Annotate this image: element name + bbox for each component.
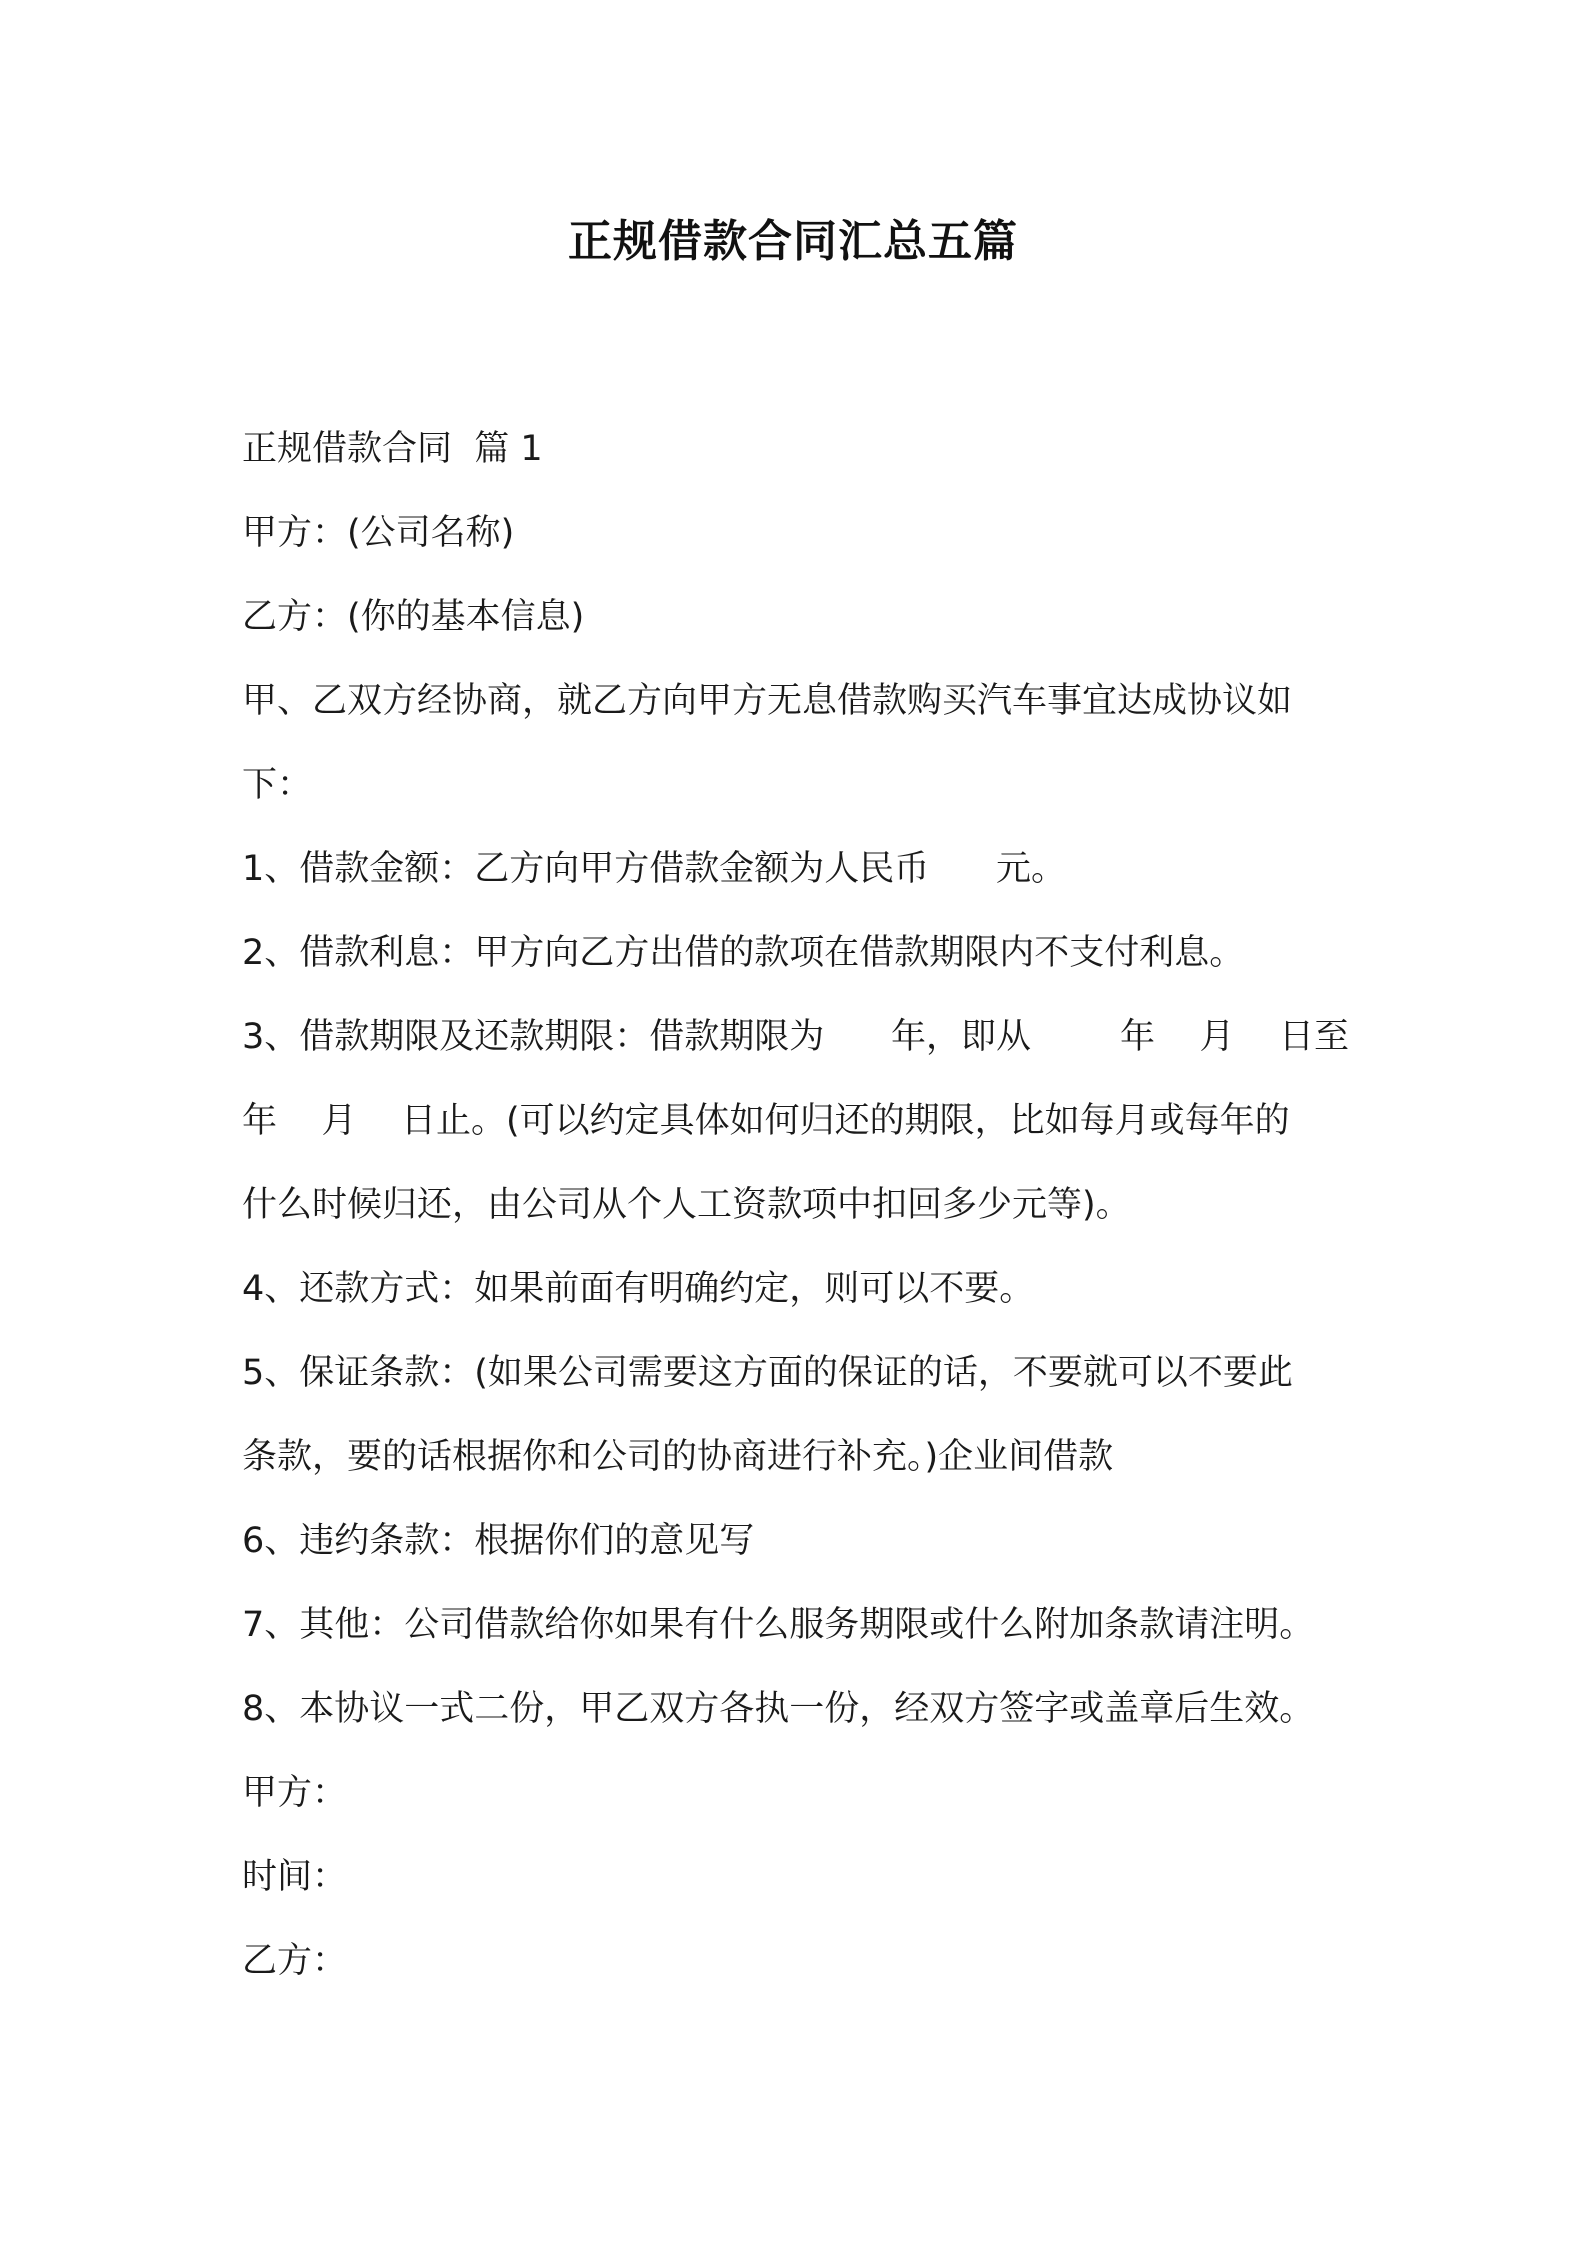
clause-loan-term-continued-2: 什么时候归还，由公司从个人工资款项中扣回多少元等)。 — [242, 1185, 1131, 1225]
clause-breach: 6、违约条款：根据你们的意见写 — [242, 1521, 755, 1561]
agreement-intro-line: 甲、乙双方经协商，就乙方向甲方无息借款购买汽车事宜达成协议如 — [242, 681, 1293, 721]
clause-guarantee: 5、保证条款：(如果公司需要这方面的保证的话，不要就可以不要此 — [242, 1353, 1293, 1393]
signature-party-b: 乙方： — [242, 1941, 348, 1981]
clause-loan-interest: 2、借款利息：甲方向乙方出借的款项在借款期限内不支付利息。 — [242, 933, 1245, 973]
party-a-line: 甲方：(公司名称) — [242, 513, 515, 553]
agreement-intro-line-continued: 下： — [242, 765, 313, 805]
clause-repayment-method: 4、还款方式：如果前面有明确约定，则可以不要。 — [242, 1269, 1035, 1309]
signature-date: 时间： — [242, 1857, 348, 1897]
clause-loan-term-continued: 年 月 日止。(可以约定具体如何归还的期限，比如每月或每年的 — [242, 1101, 1290, 1141]
document-body — [242, 407, 1372, 2003]
document-title: 正规借款合同汇总五篇 — [568, 216, 1018, 267]
clause-loan-amount: 1、借款金额：乙方向甲方借款金额为人民币 元。 — [242, 849, 1067, 889]
signature-party-a: 甲方： — [242, 1773, 348, 1813]
clause-guarantee-continued: 条款，要的话根据你和公司的协商进行补充。)企业间借款 — [242, 1437, 1114, 1477]
section-heading: 正规借款合同 篇 1 — [242, 429, 543, 469]
clause-loan-term: 3、借款期限及还款期限：借款期限为 年，即从 年 月 日至 — [242, 1017, 1350, 1057]
clause-other: 7、其他：公司借款给你如果有什么服务期限或什么附加条款请注明。 — [242, 1605, 1315, 1645]
party-b-line: 乙方：(你的基本信息) — [242, 597, 585, 637]
clause-copies: 8、本协议一式二份，甲乙双方各执一份，经双方签字或盖章后生效。 — [242, 1689, 1315, 1729]
